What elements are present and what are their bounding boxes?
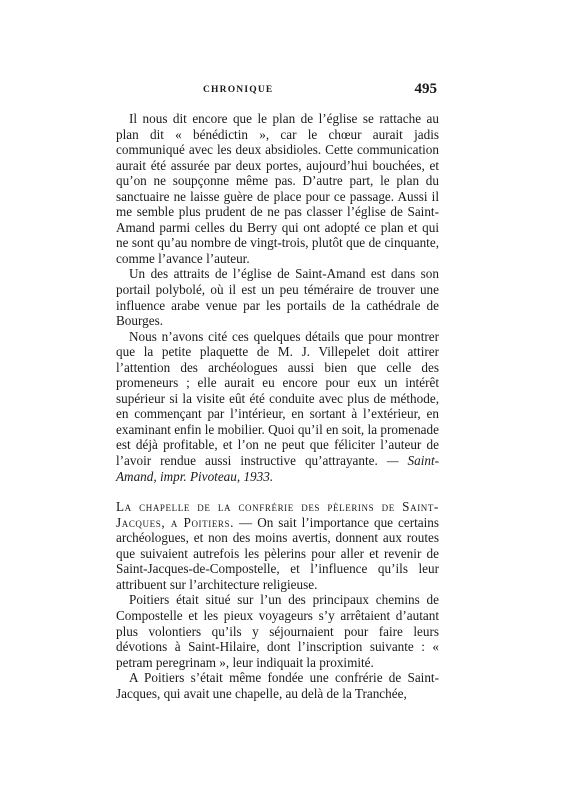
paragraph-chapelle-text: — On sait l’importance que certains archéologues, et non des moins avertis, donnent aux routes que suivaient autrefois les pèlerins pour aller et revenir de Saint-Jacques-de-Compostelle, et l’influence qu’ils leur attribuent sur l’architecture religieuse. [116,514,440,592]
running-head: CHRONIQUE [203,85,274,95]
page-number: 495 [414,81,437,97]
bibliographic-citation: — Saint-Amand, impr. Pivoteau, 1933. [116,453,440,484]
page-header [118,81,437,101]
paragraph-portail: Un des attraits de l’église de Saint-Amand est dans son portail polybolé, où il est un peu téméraire de trouver une influence arabe venue par les portails de la cathédrale de Bourges. [116,266,439,329]
body-text [116,111,439,701]
paragraph-confrerie: A Poitiers s’était même fondée une confrérie de Saint-Jacques, qui avait une chapelle, au delà de la Tranchée, [116,670,439,701]
paragraph-plan: Il nous dit encore que le plan de l’église se rattache au plan dit « bénédictin », car le chœur aurait jadis communiqué avec les deux absidioles. Cette communication aurait été assurée par deux portes, aujourd’hui bouchées, et qu’on ne soupçonne même pas. D’autre part, le plan du sanctuaire ne laisse guère de place pour ce passage. Aussi il me semble plus prudent de ne pas classer l’église de Saint-Amand parmi celles du Berry qui ont adopté ce plan et qui ne sont qu’au nombre de vingt-trois, plutôt que de cinquante, comme l’avance l’auteur. [116,111,439,266]
paragraph-plaquette-text: Nous n’avons cité ces quelques détails que pour montrer que la petite plaquette de M. J. Villepelet doit attirer l’attention des archéologues aussi bien que celle des promeneurs ; elle aurait eu encore pour eux un intérêt supérieur si la visite eût été conduite avec plus de méthode, en commençant par l’intérieur, en sortant à l’extérieur, en examinant enfin le mobilier. Quoi qu’il en soit, la promenade est déjà profitable, et l’on ne peut que féliciter l’auteur de l’avoir rendue aussi instructive qu’attrayante. [116,328,439,469]
paragraph-poitiers: Poitiers était situé sur l’un des principaux chemins de Compostelle et les pieux voyageurs s’y arrêtaient d’autant plus volontiers qu’ils y séjournaient pour faire leurs dévotions à Saint-Hilaire, dont l’inscription suivante : « petram peregrinam », leur indiquait la proximité. [116,592,439,670]
section-heading: La chapelle de la confrérie des pèlerins de Saint-Jacques, a Poitiers. [116,499,439,530]
paragraph-plaquette [116,329,439,484]
paragraph-chapelle [116,499,439,592]
